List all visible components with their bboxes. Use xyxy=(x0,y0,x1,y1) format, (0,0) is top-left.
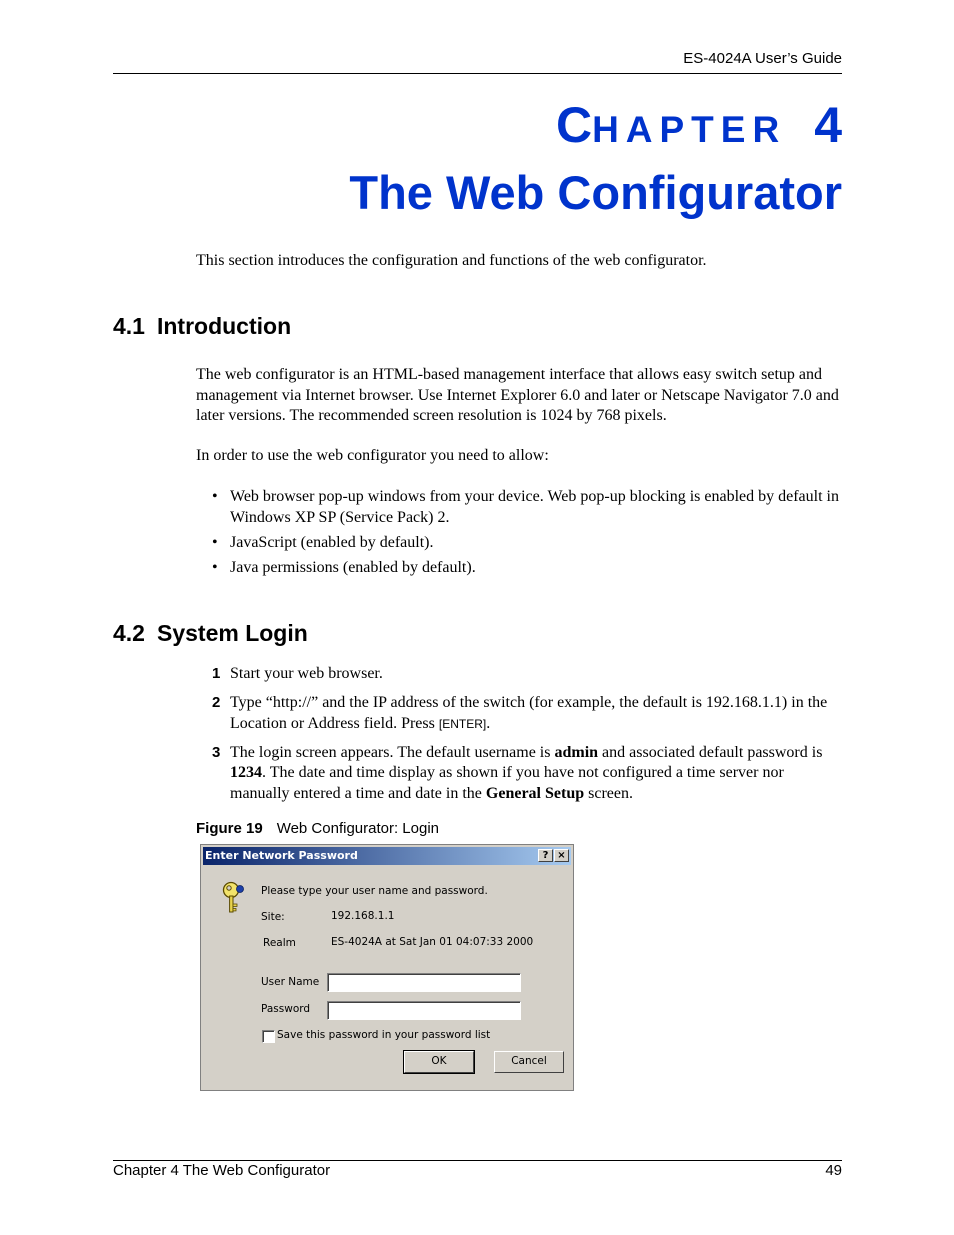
dialog-titlebar[interactable] xyxy=(203,847,571,865)
close-button[interactable] xyxy=(554,849,569,862)
save-password-label[interactable]: Save this password in your password list xyxy=(277,1029,491,1041)
bullet-marker: • xyxy=(212,488,218,505)
site-label: Site: xyxy=(261,911,285,923)
step-text-end: . xyxy=(486,714,491,732)
step-text: The login screen appears. The default username is xyxy=(230,743,555,761)
key-icon xyxy=(221,880,247,916)
header-rule xyxy=(113,73,842,74)
step-item xyxy=(196,664,846,685)
step-number: 1 xyxy=(212,665,221,682)
footer-page-number: 49 xyxy=(825,1162,842,1179)
close-icon: × xyxy=(557,850,566,861)
default-password: 1234 xyxy=(230,764,262,781)
step-number: 3 xyxy=(212,743,221,761)
cancel-button[interactable]: Cancel xyxy=(494,1051,564,1073)
section-number: 4.2 xyxy=(113,620,145,646)
step-text: Type “http://” and the IP address of the switch (for example, the default is 192.168.1.1) in the Location or Address field. Press xyxy=(230,694,828,732)
ok-button[interactable]: OK xyxy=(404,1051,474,1073)
step-text: . The date and time display as shown if you have not configured a time server nor manually entered a time and date in the xyxy=(230,764,784,802)
bullet-marker: • xyxy=(212,533,218,551)
step-number: 2 xyxy=(212,694,221,711)
list-item-text: Java permissions (enabled by default). xyxy=(230,558,476,576)
login-steps xyxy=(196,664,846,813)
dialog-title: Enter Network Password xyxy=(205,849,358,862)
footer-rule xyxy=(113,1160,842,1161)
figure-label: Figure 19 xyxy=(196,820,263,837)
section-heading-introduction xyxy=(113,313,291,340)
section-title: Introduction xyxy=(156,313,292,339)
bullet-marker: • xyxy=(212,558,218,576)
list-item-text: JavaScript (enabled by default). xyxy=(230,533,434,551)
step-item xyxy=(196,743,846,805)
chapter-title: The Web Configurator xyxy=(349,166,842,219)
step-text: Start your web browser. xyxy=(230,665,383,682)
intro-paragraph: This section introduces the configuration and functions of the web configurator. xyxy=(196,252,707,269)
step-item xyxy=(196,693,846,734)
general-setup-screen-name: General Setup xyxy=(485,784,585,802)
realm-label: Realm xyxy=(263,937,296,949)
chapter-label-initial: C xyxy=(555,97,593,153)
username-input[interactable] xyxy=(327,973,521,992)
list-item-text: Web browser pop-up windows from your device. Web pop-up blocking is enabled by default in Windows XP SP (Service Pack) 2. xyxy=(230,488,839,526)
login-prompt: Please type your user name and password. xyxy=(261,885,488,897)
list-item xyxy=(196,558,846,579)
help-icon: ? xyxy=(542,850,549,861)
section-number: 4.1 xyxy=(113,313,145,339)
requirements-paragraph: In order to use the web configurator you need to allow: xyxy=(196,447,549,464)
help-button[interactable] xyxy=(538,849,553,862)
step-text: and associated default password is xyxy=(598,743,823,761)
site-value: 192.168.1.1 xyxy=(331,910,395,922)
requirements-list xyxy=(196,487,846,583)
password-label: Password xyxy=(261,1003,311,1015)
figure-caption-text: Web Configurator: Login xyxy=(276,820,440,837)
section-title: System Login xyxy=(156,620,308,646)
default-username: admin xyxy=(554,743,599,761)
username-label: User Name xyxy=(261,976,320,988)
introduction-paragraph: The web configurator is an HTML-based management interface that allows easy switch setup and management via Internet browser. Use Internet Explorer 6.0 and later or Netscape Navigator 7.0 and later versions. The recommended screen resolution is 1024 by 768 pixels. xyxy=(196,366,839,424)
running-header: ES-4024A User’s Guide xyxy=(683,50,842,67)
password-input[interactable] xyxy=(327,1001,521,1020)
section-heading-system-login xyxy=(113,620,308,647)
enter-key-name: [ENTER] xyxy=(438,716,487,731)
list-item xyxy=(196,487,846,528)
figure-caption xyxy=(196,820,439,837)
chapter-number: 4 xyxy=(814,97,842,153)
footer-chapter-title: Chapter 4 The Web Configurator xyxy=(113,1162,331,1179)
chapter-label-rest: HAPTER xyxy=(592,109,787,150)
login-dialog xyxy=(200,844,574,1091)
save-password-checkbox[interactable] xyxy=(262,1030,275,1043)
step-text: screen. xyxy=(584,784,633,802)
chapter-label xyxy=(555,97,842,153)
realm-value: ES-4024A at Sat Jan 01 04:07:33 2000 xyxy=(331,936,534,948)
list-item xyxy=(196,533,846,554)
